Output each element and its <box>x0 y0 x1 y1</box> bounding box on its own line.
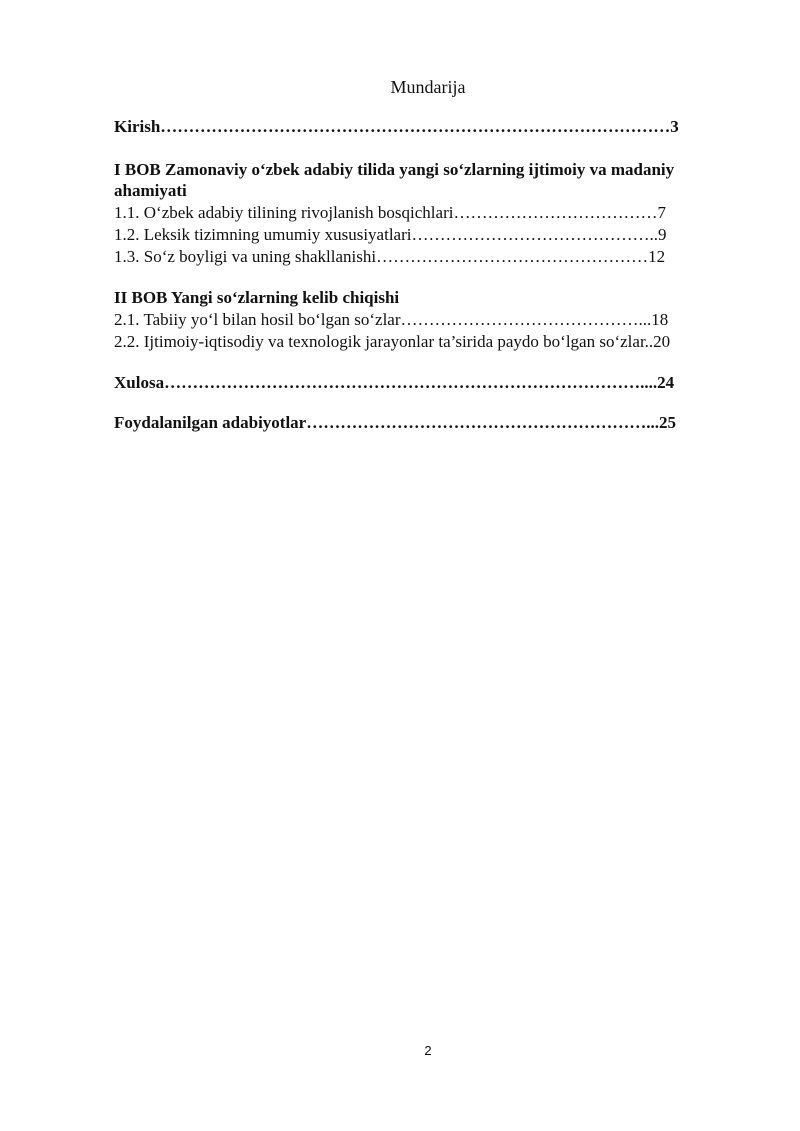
toc-chapter-2-title: II BOB Yangi so‘zlarning kelib chiqishi <box>114 288 400 307</box>
toc-entry-1-1: 1.1. O‘zbek adabiy tilining rivojlanish bosqichlari………………………………7 <box>114 203 666 222</box>
toc-chapter-1-title-continued: ahamiyati <box>114 181 187 200</box>
toc-entry-2-2: 2.2. Ijtimoiy-iqtisodiy va texnologik jarayonlar ta’sirida paydo bo‘lgan so‘zlar..20 <box>114 332 671 351</box>
toc-entry-2-1: 2.1. Tabiiy yo‘l bilan hosil bo‘lgan so‘zlar……………………………………...18 <box>114 310 669 329</box>
toc-entry-1-3: 1.3. So‘z boyligi va uning shakllanishi…………………………………………12 <box>114 247 666 266</box>
toc-entry-1-2: 1.2. Leksik tizimning umumiy xususiyatlari……………………………………..9 <box>114 225 667 244</box>
page-number: 2 <box>424 1043 432 1058</box>
toc-entry-introduction: Kirish………………………………………………………………………………3 <box>114 117 679 136</box>
page-title: Mundarija <box>390 77 466 97</box>
toc-chapter-1-title: I BOB Zamonaviy o‘zbek adabiy tilida yangi so‘zlarning ijtimoiy va madaniy <box>114 160 675 179</box>
toc-entry-conclusion: Xulosa…………………………………………………………………………....24 <box>114 373 675 392</box>
toc-entry-references: Foydalanilgan adabiyotlar……………………………………………………...25 <box>114 413 676 432</box>
